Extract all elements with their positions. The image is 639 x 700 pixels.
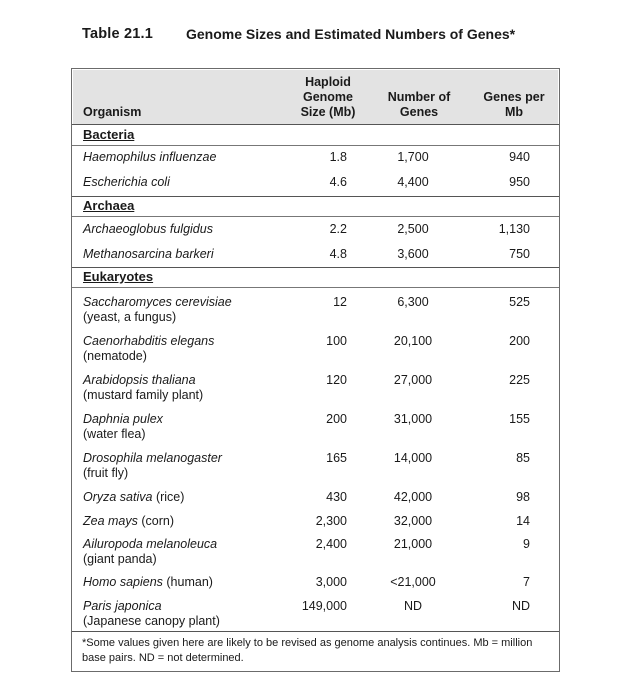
group-rule bbox=[72, 216, 559, 217]
common-name: (mustard family plant) bbox=[83, 388, 204, 402]
scientific-name: Arabidopsis thaliana bbox=[83, 373, 196, 387]
scientific-name: Daphnia pulex bbox=[83, 412, 163, 426]
common-name: (fruit fly) bbox=[83, 466, 129, 480]
genes-per-mb-cell: 940 bbox=[509, 150, 530, 164]
organism-cell bbox=[83, 412, 283, 442]
header-rule bbox=[72, 124, 559, 125]
gene-count-cell: 2,500 bbox=[397, 222, 429, 236]
organism-cell bbox=[83, 295, 283, 325]
gene-count-cell: 21,000 bbox=[393, 537, 433, 551]
genes-per-mb-cell: 14 bbox=[516, 514, 530, 528]
genome-size-cell: 4.8 bbox=[329, 247, 347, 261]
scientific-name: Ailuropoda melanoleuca bbox=[83, 537, 218, 551]
organism-cell bbox=[83, 575, 283, 590]
genes-per-mb-cell: 155 bbox=[509, 412, 530, 426]
gene-count-cell: 31,000 bbox=[393, 412, 433, 426]
genes-per-mb-cell: ND bbox=[511, 599, 530, 613]
common-name: (human) bbox=[166, 575, 213, 589]
organism-cell bbox=[83, 175, 283, 190]
organism-cell bbox=[83, 514, 283, 529]
scientific-name: Methanosarcina barkeri bbox=[83, 247, 214, 261]
genome-size-cell: 3,000 bbox=[315, 575, 347, 589]
organism-cell bbox=[83, 599, 283, 629]
genome-size-cell: 1.8 bbox=[329, 150, 347, 164]
genome-size-cell: 120 bbox=[326, 373, 347, 387]
group-rule bbox=[72, 287, 559, 288]
genes-per-mb-cell: 1,130 bbox=[498, 222, 530, 236]
gene-count-cell: 27,000 bbox=[393, 373, 433, 387]
genes-per-mb-cell: 525 bbox=[509, 295, 530, 309]
common-name: (corn) bbox=[141, 514, 175, 528]
scientific-name: Oryza sativa bbox=[83, 490, 153, 504]
genome-size-cell: 2,300 bbox=[315, 514, 347, 528]
scientific-name: Drosophila melanogaster bbox=[83, 451, 222, 465]
common-name: (giant panda) bbox=[83, 552, 157, 566]
gene-count-cell: 14,000 bbox=[393, 451, 433, 465]
header-genome-size: Haploid Genome Size (Mb) bbox=[300, 75, 356, 119]
common-name: (yeast, a fungus) bbox=[83, 310, 177, 324]
header-genes-per-mb: Genes per Mb bbox=[483, 90, 545, 119]
genes-per-mb-cell: 9 bbox=[523, 537, 530, 551]
scientific-name: Homo sapiens bbox=[83, 575, 163, 589]
common-name: (water flea) bbox=[83, 427, 146, 441]
genes-per-mb-cell: 225 bbox=[509, 373, 530, 387]
scientific-name: Haemophilus influenzae bbox=[83, 150, 217, 164]
header-organism: Organism bbox=[83, 105, 142, 119]
genome-size-cell: 4.6 bbox=[329, 175, 347, 189]
genome-size-cell: 149,000 bbox=[301, 599, 347, 613]
scientific-name: Escherichia coli bbox=[83, 175, 170, 189]
scientific-name: Paris japonica bbox=[83, 599, 162, 613]
organism-cell bbox=[83, 150, 283, 165]
genes-per-mb-cell: 750 bbox=[509, 247, 530, 261]
scientific-name: Archaeoglobus fulgidus bbox=[83, 222, 213, 236]
header-number-of-genes: Number of Genes bbox=[387, 90, 451, 119]
scientific-name: Caenorhabditis elegans bbox=[83, 334, 215, 348]
group-divider bbox=[72, 196, 559, 197]
scientific-name: Zea mays bbox=[83, 514, 138, 528]
genome-size-cell: 2.2 bbox=[329, 222, 347, 236]
table-number: Table 21.1 bbox=[82, 26, 154, 42]
genes-per-mb-cell: 950 bbox=[509, 175, 530, 189]
footer-rule bbox=[72, 631, 559, 632]
scientific-name: Saccharomyces cerevisiae bbox=[83, 295, 232, 309]
gene-count-cell: 6,300 bbox=[397, 295, 429, 309]
genome-size-cell: 430 bbox=[326, 490, 347, 504]
organism-cell bbox=[83, 222, 283, 237]
group-rule bbox=[72, 145, 559, 146]
organism-cell bbox=[83, 334, 283, 364]
genome-size-cell: 12 bbox=[333, 295, 347, 309]
organism-cell bbox=[83, 490, 283, 505]
gene-count-cell: 3,600 bbox=[397, 247, 429, 261]
genes-per-mb-cell: 85 bbox=[516, 451, 530, 465]
common-name: (nematode) bbox=[83, 349, 147, 363]
common-name: (rice) bbox=[155, 490, 185, 504]
organism-cell bbox=[83, 373, 283, 403]
gene-count-cell: 1,700 bbox=[397, 150, 429, 164]
genome-size-cell: 100 bbox=[326, 334, 347, 348]
genes-per-mb-cell: 7 bbox=[523, 575, 530, 589]
group-heading: Archaea bbox=[83, 198, 135, 213]
genome-size-cell: 200 bbox=[326, 412, 347, 426]
table-title: Genome Sizes and Estimated Numbers of Genes* bbox=[186, 26, 516, 42]
organism-cell bbox=[83, 247, 283, 262]
group-divider bbox=[72, 267, 559, 268]
group-heading: Eukaryotes bbox=[83, 269, 154, 284]
genome-table bbox=[71, 68, 560, 672]
gene-count-cell: 42,000 bbox=[393, 490, 433, 504]
genes-per-mb-cell: 98 bbox=[516, 490, 530, 504]
genome-size-cell: 2,400 bbox=[315, 537, 347, 551]
gene-count-cell: 32,000 bbox=[393, 514, 433, 528]
common-name: (Japanese canopy plant) bbox=[83, 614, 220, 628]
group-heading: Bacteria bbox=[83, 127, 135, 142]
gene-count-cell: <21,000 bbox=[390, 575, 436, 589]
genome-size-cell: 165 bbox=[326, 451, 347, 465]
organism-cell bbox=[83, 537, 283, 567]
genes-per-mb-cell: 200 bbox=[509, 334, 530, 348]
gene-count-cell: ND bbox=[403, 599, 423, 613]
gene-count-cell: 20,100 bbox=[393, 334, 433, 348]
gene-count-cell: 4,400 bbox=[397, 175, 429, 189]
table-footnote: *Some values given here are likely to be revised as genome analysis continues. Mb = million base pairs. ND = not determined. bbox=[82, 637, 533, 664]
organism-cell bbox=[83, 451, 283, 481]
